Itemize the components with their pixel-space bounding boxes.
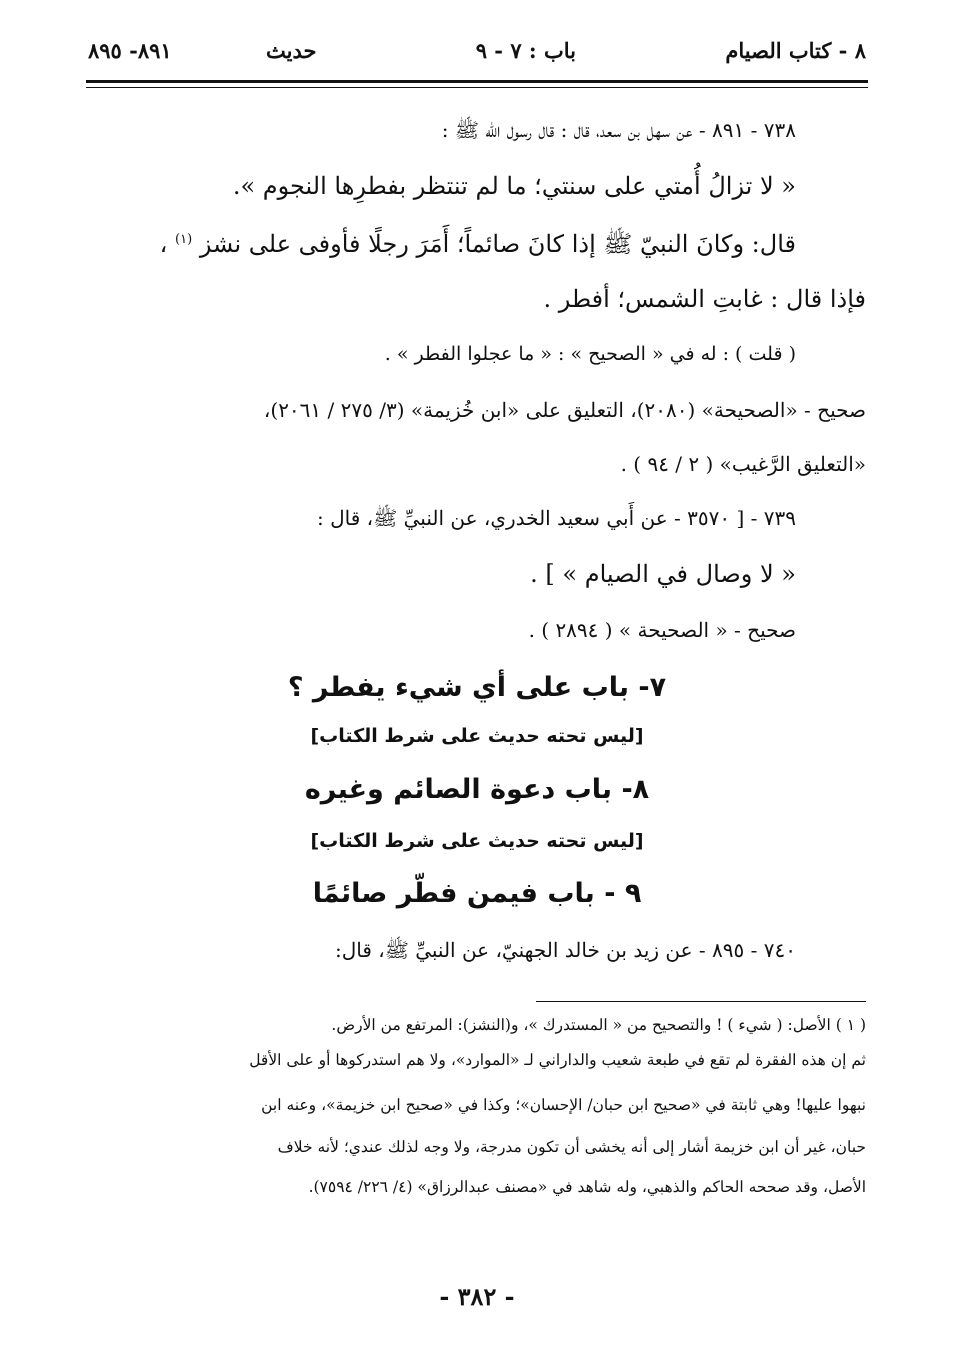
footnote-line: الأصل، وقد صححه الحاكم والذهبي، وله شاهد في «مصنف عبدالرزاق» (٤/ ٢٢٦/ ٧٥٩٤). [308,1178,866,1196]
hadith-739-matn: « لا وصال في الصيام » ] . [530,560,796,588]
header-book-title: ٨ - كتاب الصيام [725,38,866,63]
hadith-738-grade-1: صحيح - «الصحيحة» (٢٠٨٠)، التعليق على «ابن خُزيمة» (٣/ ٢٧٥ / ٢٠٦١)، [263,398,866,422]
header-hadith-label: حديث [266,38,317,63]
hadith-740-isnad: ٧٤٠ - ٨٩٥ - عن زيد بن خالد الجهنيّ، عن النبيِّ ﷺ، قال: [334,938,796,962]
header-chapter: باب : ٧ - ٩ [475,38,576,63]
footnote-marker: (١) [175,232,193,247]
hadith-738-qala-comma: ، [159,230,168,258]
hadith-738-qala-line [160,229,796,264]
hadith-739-isnad: ٧٣٩ - [ ٣٥٧٠ - عن أَبي سعيد الخدري، عن النبيِّ ﷺ، قال : [317,506,796,530]
footnote-line: نبهوا عليها! وهي ثابتة في «صحيح ابن حبان/ الإحسان»؛ وكذا في «صحيح ابن خزيمة»، وعنه ابن [261,1096,866,1114]
header-rule-thin [86,87,868,88]
running-header [88,38,866,74]
header-hadith-range: ٨٩١- ٨٩٥ [88,38,172,63]
chapter-7-title: ٧- باب على أي شيء يفطر ؟ [287,672,667,703]
hadith-738-isnad: ٧٣٨ - ٨٩١ - عن سهل بن سعد، قال : قال رسول الله ﷺ : [441,118,796,142]
hadith-738-qala-cont: فإذا قال : غابتِ الشمس؛ أفطر . [543,285,866,313]
hadith-738-grade-2: «التعليق الرَّغيب» ( ٢ / ٩٤ ) . [620,452,866,476]
page-number: - ٣٨٢ - [439,1282,515,1311]
hadith-738-qult: ( قلت ) : له في « الصحيح » : « ما عجلوا الفطر » . [384,343,796,365]
hadith-738-matn: « لا تزالُ أُمتي على سنتي؛ ما لم تنتظر بفطرِها النجوم ». [232,172,796,200]
footnote-line: حبان، غير أن ابن خزيمة أشار إلى أنه يخشى أن تكون مدرجة، ولا وجه لذلك عندي؛ لأنه خلاف [277,1138,866,1156]
footnote-line: ( ١ ) الأصل: ( شيء ) ! والتصحيح من « المستدرك »، و(النشز): المرتفع من الأرض. [331,1016,866,1034]
hadith-739-grade: صحيح - « الصحيحة » ( ٢٨٩٤ ) . [528,618,796,642]
chapter-7-note: [ليس تحته حديث على شرط الكتاب] [310,725,644,747]
footnote-line: ثم إن هذه الفقرة لم تقع في طبعة شعيب والداراني لـ «الموارد»، ولا هم استدركوها أو على الأقل [249,1051,866,1069]
hadith-738-qala-text: قال: وكانَ النبيّ ﷺ إذا كانَ صائماً؛ أَمَرَ رجلًا فأوفى على نشز [199,230,796,258]
chapter-8-note: [ليس تحته حديث على شرط الكتاب] [310,830,644,852]
chapter-9-title: ٩ - باب فيمن فطّر صائمًا [312,878,642,909]
header-rule-thick [86,80,868,83]
footnote-separator [536,1001,866,1002]
chapter-8-title: ٨- باب دعوة الصائم وغيره [304,774,650,805]
